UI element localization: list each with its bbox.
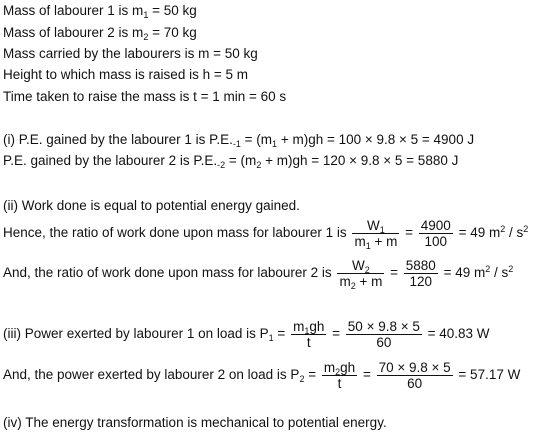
text: Mass of labourer 1 is m: [3, 3, 144, 18]
equals-sign: =: [390, 265, 399, 281]
denominator: 100: [424, 234, 448, 249]
fraction: [377, 360, 453, 391]
numerator: [322, 360, 357, 376]
subscript: 1: [365, 241, 371, 251]
pe-labourer-2: [3, 154, 458, 168]
subscript: 1: [272, 139, 278, 149]
fraction: [291, 319, 326, 350]
given-mass-labourer-1: [3, 4, 197, 18]
denominator: t: [337, 376, 342, 391]
denominator: [337, 274, 384, 289]
text: = (m: [240, 132, 273, 147]
text: = 49 m: [458, 225, 501, 241]
subscript: 2: [299, 374, 305, 385]
subscript: 2: [143, 32, 149, 42]
numerator: [352, 218, 399, 234]
pe-labourer-1: [3, 133, 474, 147]
text: / s: [490, 265, 509, 281]
text: + m: [370, 234, 398, 249]
text: gh: [340, 360, 356, 375]
text: = 40.83 W: [427, 326, 490, 342]
text: (i) P.E. gained by the labourer 1 is P.E.: [3, 132, 233, 147]
fraction: [404, 258, 438, 289]
text: m: [323, 360, 336, 375]
text: P.E. gained by the labourer 2 is P.E.: [3, 153, 218, 168]
text: m: [339, 274, 351, 289]
superscript: 2: [523, 224, 529, 235]
text: W: [367, 218, 380, 233]
numerator: 50 × 9.8 × 5: [347, 319, 420, 334]
text: = 57.17 W: [458, 367, 521, 383]
equals-sign: =: [277, 326, 286, 342]
text: W: [352, 258, 365, 273]
ratio-labourer-2: [3, 258, 513, 289]
subscript: 1: [143, 10, 149, 20]
superscript: 2: [508, 264, 514, 275]
text: + m)gh = 100 × 9.8 × 5 = 4900 J: [277, 132, 475, 147]
subscript: 2: [350, 281, 356, 291]
subscript: 1: [379, 225, 385, 235]
given-height: Height to which mass is raised is h = 5 m: [3, 67, 248, 82]
superscript: 2: [500, 224, 506, 235]
numerator: [337, 258, 384, 274]
text: And, the power exerted by labourer 2 on load is P: [3, 367, 300, 383]
power-labourer-1: [3, 319, 490, 350]
text: = 70 kg: [148, 25, 197, 40]
text: m: [293, 319, 305, 334]
fraction: [352, 218, 399, 249]
equals-sign: =: [332, 326, 341, 342]
text: = 50 kg: [148, 3, 197, 18]
text: = (m: [225, 153, 257, 168]
fraction: [322, 360, 357, 391]
work-done-intro: (ii) Work done is equal to potential energy gained.: [3, 198, 300, 213]
text: / s: [505, 225, 524, 241]
text: + m)gh = 120 × 9.8 × 5 = 5880 J: [261, 153, 459, 168]
text: = 49 m: [443, 265, 486, 281]
text: (iii) Power exerted by labourer 1 on load is P: [3, 326, 269, 342]
superscript: 2: [485, 264, 491, 275]
energy-transformation: (iv) The energy transformation is mechanical to potential energy.: [3, 415, 387, 430]
ratio-labourer-1: [3, 218, 528, 249]
subscript: -1: [232, 139, 241, 149]
power-labourer-2: [3, 360, 520, 391]
numerator: 70 × 9.8 × 5: [378, 360, 451, 375]
fraction: [337, 258, 384, 289]
text: Mass of labourer 2 is m: [3, 25, 144, 40]
text: And, the ratio of work done upon mass for labourer 2 is: [3, 265, 332, 281]
text: Hence, the ratio of work done upon mass for labourer 1 is: [3, 225, 347, 241]
denominator: 120: [409, 274, 433, 289]
fraction: [419, 218, 453, 249]
denominator: [352, 234, 399, 249]
equals-sign: =: [405, 225, 414, 241]
equals-sign: =: [362, 367, 371, 383]
subscript: 1: [268, 333, 274, 344]
subscript: 1: [304, 326, 310, 336]
subscript: 2: [256, 160, 262, 170]
text: m: [354, 234, 366, 249]
text: + m: [355, 274, 383, 289]
numerator: 5880: [405, 258, 436, 273]
given-mass-labourer-2: [3, 26, 197, 40]
subscript: 2: [364, 265, 370, 275]
fraction: [346, 319, 422, 350]
numerator: [291, 319, 326, 335]
denominator: 60: [376, 335, 392, 350]
given-mass-carried: Mass carried by the labourers is m = 50 kg: [3, 46, 258, 61]
given-time: Time taken to raise the mass is t = 1 min = 60 s: [3, 89, 287, 104]
equals-sign: =: [308, 367, 317, 383]
subscript: 2: [335, 367, 341, 377]
denominator: t: [306, 335, 311, 350]
denominator: 60: [407, 376, 423, 391]
subscript: -2: [217, 160, 226, 170]
numerator: 4900: [420, 218, 451, 233]
text: gh: [309, 319, 325, 334]
